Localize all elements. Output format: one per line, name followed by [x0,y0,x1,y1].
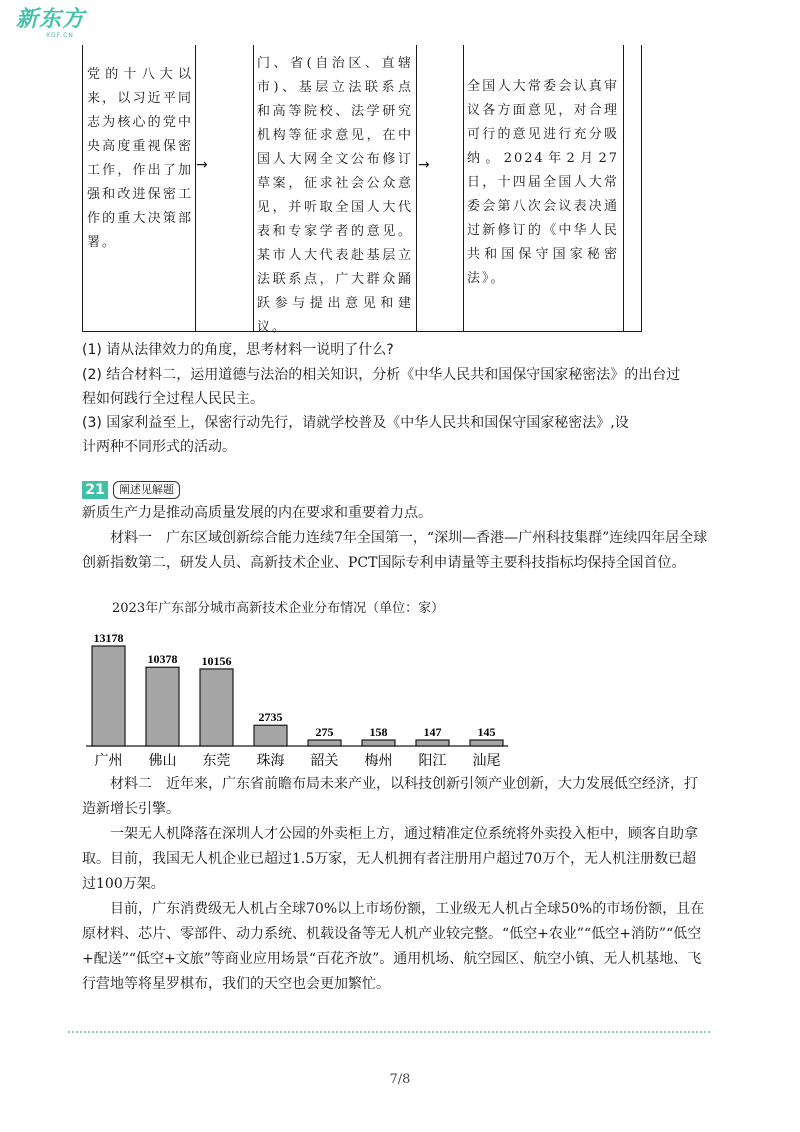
bar-韶关 [308,740,341,746]
question-2: (2) 结合材料二，运用道德与法治的相关知识，分析《中华人民共和国保守国家秘密法》的出台过程如何践行全过程人民民主。 [82,367,681,407]
process-table [82,45,642,335]
bar-广州 [92,646,125,746]
category-label: 佛山 [148,753,177,769]
category-label: 东莞 [202,753,231,769]
question-type-badge: 阐述见解题 [113,481,180,499]
intro-text: 新质生产力是推动高质量发展的内在要求和重要着力点。 [82,505,432,521]
material-2-para-1: 材料二 近年来，广东省前瞻布局未来产业，以科技创新引领产业创新，大力发展低空经济，打造新增长引擎。 [82,776,698,817]
data-label: 10156 [201,653,232,668]
data-label: 10378 [147,652,178,667]
arrow-right-icon: → [418,157,430,173]
bar-佛山 [146,667,179,746]
table-divider [623,45,624,331]
table-divider [195,45,196,331]
question-3: (3) 国家利益至上，保密行动先行，请就学校普及《中华人民共和国保守国家秘密法》,设计两种不同形式的活动。 [82,415,629,455]
bar-梅州 [362,740,395,746]
bar-东莞 [200,669,233,746]
category-label: 汕尾 [472,753,501,769]
bar-珠海 [254,725,287,746]
question-1: (1) 请从法律效力的角度，思考材料一说明了什么? [82,342,394,358]
footer-divider [68,1031,710,1033]
arrow-right-icon: → [196,157,208,173]
question-number-badge: 21 [82,481,108,499]
category-label: 广州 [94,753,123,769]
category-label: 阳江 [418,753,447,769]
data-label: 147 [423,725,442,739]
table-divider [416,45,417,331]
bar-阳江 [416,740,449,746]
logo-subtext: XDF.CN [46,32,74,39]
data-label: 275 [315,725,334,739]
data-label: 158 [369,725,388,739]
logo-text: 新东方 [16,7,86,32]
data-label: 145 [477,725,496,739]
bar-chart [82,624,512,774]
bar-汕尾 [470,740,503,746]
material-2-para-3: 目前，广东消费级无人机占全球70%以上市场份额，工业级无人机占全球50%的市场份额，且在原材料、芯片、零部件、动力系统、机载设备等无人机产业较完整。“低空+农业”“低空+消防”“低空+配送”“低空+文旅”等商业应用场景“百花齐放”。通用机场、航空园区、航空小镇、无人机基地、飞行营地等将星罗棋布，我们的天空也会更加繁忙。 [82,901,705,992]
table-cell-process: 门、省(自治区、直辖市)、基层立法联系点和高等院校、法学研究机构等征求意见，在中国人大网全文公布修订草案，征求社会公众意见，并听取全国人大代表和专家学者的意见。某市人大代表赴基层立法联系点，广大群众踊跃参与提出意见和建议。 [257,56,413,335]
table-divider [253,45,254,331]
table-cell-result: 全国人大常委会认真审议各方面意见，对合理可行的意见进行充分吸纳。2024年2月27日，十四届全国人大常委会第八次会议表决通过新修订的《中华人民共和国保守国家秘密法》。 [467,79,619,286]
page-number: 7/8 [389,1072,411,1087]
material-1: 材料一 广东区域创新综合能力连续7年全国第一，“深圳—香港—广州科技集群”连续四年居全球创新指数第二，研发人员、高新技术企业、PCT国际专利申请量等主要科技指标均保持全国首位。 [82,530,708,571]
table-divider [463,45,464,331]
chart-title: 2023年广东部分城市高新技术企业分布情况（单位：家） [112,601,445,616]
category-label: 韶关 [310,753,339,769]
material-2-para-2: 一架无人机降落在深圳人才公园的外卖柜上方，通过精准定位系统将外卖投入柜中，顾客自助拿取。目前，我国无人机企业已超过1.5万家，无人机拥有者注册用户超过70万个，无人机注册数已超过100万架。 [82,826,698,892]
data-label: 2735 [258,710,283,725]
category-label: 梅州 [364,753,393,769]
data-label: 13178 [93,631,124,645]
table-cell-background: 党的十八大以来，以习近平同志为核心的党中央高度重视保密工作，作出了加强和改进保密工作的重大决策部署。 [87,67,193,250]
category-label: 珠海 [256,753,285,769]
xdf-logo [16,8,86,42]
